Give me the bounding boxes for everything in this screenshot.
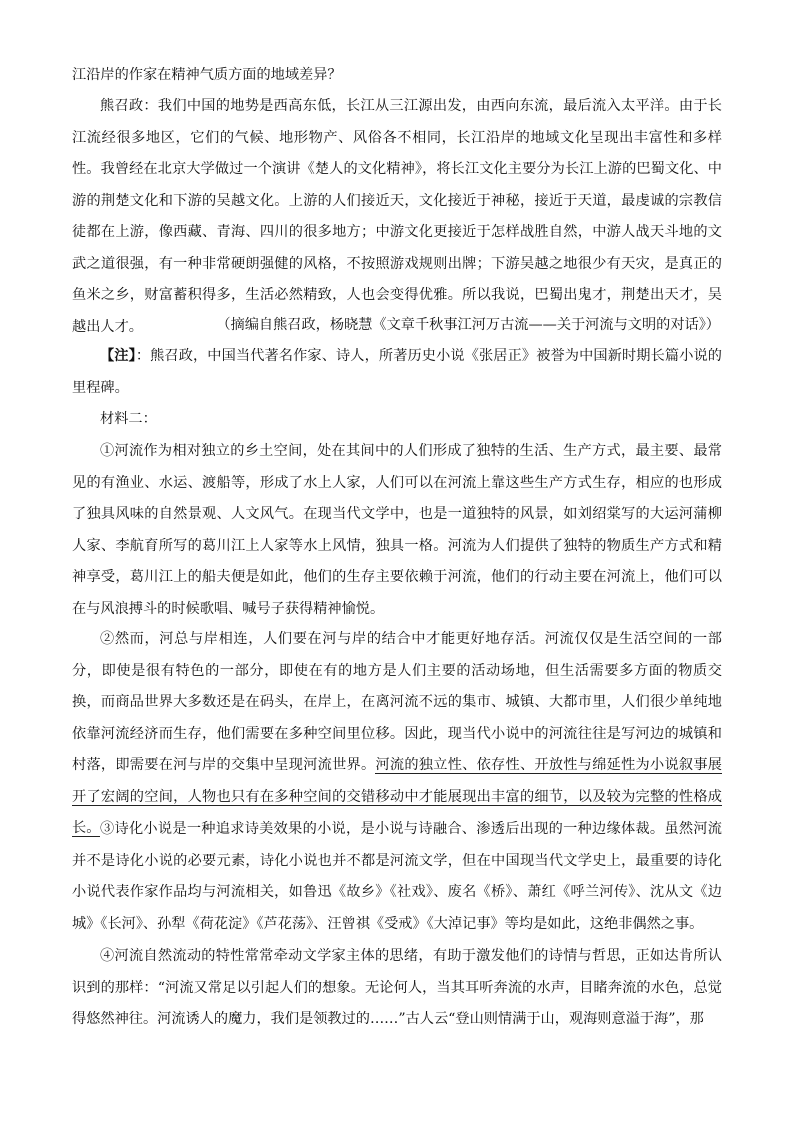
intro-line: 江沿岸的作家在精神气质方面的地域差异？ [72, 67, 342, 83]
paragraph-xiong-zhaozheng: 熊召政：我们中国的地势是西高东低，长江从三江源出发，由西向东流，最后流入太平洋。由于长江流经很多地区，它们的气候、地形物产、风俗各不相同，长江沿岸的地域文化呈现出丰富性和多样性。我曾经在北京大学做过一个演讲《楚人的文化精神》，将长江文化主要分为长江上游的巴蜀文化、中游的荆楚文化和下游的吴越文化。上游的人们接近天，文化接近于神秘，接近于天道，最虔诚的宗教信徒都在上游，像西藏、青海、四川的很多地方；中游文化更接近于怎样战胜自然，中游人战天斗地的文武之道很强，有一种非常硬朗强健的风格，不按照游戏规则出牌；下游吴越之地很少有天灾，是真正的鱼米之乡，财富蓄积得多，生活必然精致，人也会变得优雅。所以我说，巴蜀出鬼才，荆楚出天才，吴越出人才。 [72, 98, 722, 335]
material-two-heading: 材料二： [100, 411, 157, 427]
paragraph-2 [72, 624, 722, 845]
source-citation: （摘编自熊召政，杨晓慧《文章千秋事江河万古流——关于河流与文明的对话》） [216, 317, 720, 333]
note-mark: 【注】 [100, 348, 136, 364]
note-text: ：熊召政，中国当代著名作家、诗人，所著历史小说《张居正》被誉为中国新时期长篇小说的里程碑。 [72, 348, 722, 396]
note-paragraph [72, 341, 722, 404]
underlined-sentence: 河流的独立性、依存性、开放性与绵延性为小说叙事展开了宏阔的空间，人物也只有在多种空间的交错移动中才能展现出丰富的细节，以及较为完整的性格成长。 [72, 757, 722, 836]
paragraph-1: ①河流作为相对独立的乡土空间，处在其间中的人们形成了独特的生活、生产方式，最主要、最常见的有渔业、水运、渡船等，形成了水上人家，人们可以在河流上靠这些生产方式生存，相应的也形成了独具风味的自然景观、人文风气。在现当代文学中，也是一道独特的风景，如刘绍棠写的大运河蒲柳人家、李航育所写的葛川江上人家等水上风情，独具一格。河流为人们提供了独特的物质生产方式和精神享受，葛川江上的船夫便是如此，他们的生存主要依赖于河流，他们的行动主要在河流上，他们可以在与风浪搏斗的时候歌唱、喊号子获得精神愉悦。 [72, 443, 722, 617]
paragraph-3: ③诗化小说是一种追求诗美效果的小说，是小说与诗融合、渗透后出现的一种边缘体裁。虽然河流并不是诗化小说的必要元素，诗化小说也并不都是河流文学，但在中国现当代文学史上，最重要的诗化小说代表作家作品均与河流相关，如鲁迅《故乡》《社戏》、废名《桥》、萧红《呼兰河传》、沈从文《边城》《长河》、孙犁《荷花淀》《芦花荡》、汪曾祺《受戒》《大淖记事》等均是如此，这绝非偶然之事。 [72, 821, 722, 932]
paragraph-4: ④河流自然流动的特性常常牵动文学家主体的思绪，有助于激发他们的诗情与哲思，正如达肯所认识到的那样：“河流又常足以引起人们的想象。无论何人，当其耳听奔流的水声，目睹奔流的水色，总觉得悠然神往。河流诱人的魔力，我们是领教过的……”古人云“登山则情满于山，观海则意溢于海”，那 [72, 948, 722, 1027]
paragraph-2-text: ②然而，河总与岸相连，人们要在河与岸的结合中才能更好地存活。河流仅仅是生活空间的一部分，即使是很有特色的一部分，即使在有的地方是人们主要的活动场地，但生活需要多方面的物质交换，而商品世界大多数还是在码头，在岸上，在离河流不远的集市、城镇、大都市里，人们很少单纯地依靠河流经济而生存，他们需要在多种空间里位移。因此，现当代小说中的河流往往是写河边的城镇和村落，即需要在河与岸的交集中呈现河流世界。 [72, 631, 722, 773]
